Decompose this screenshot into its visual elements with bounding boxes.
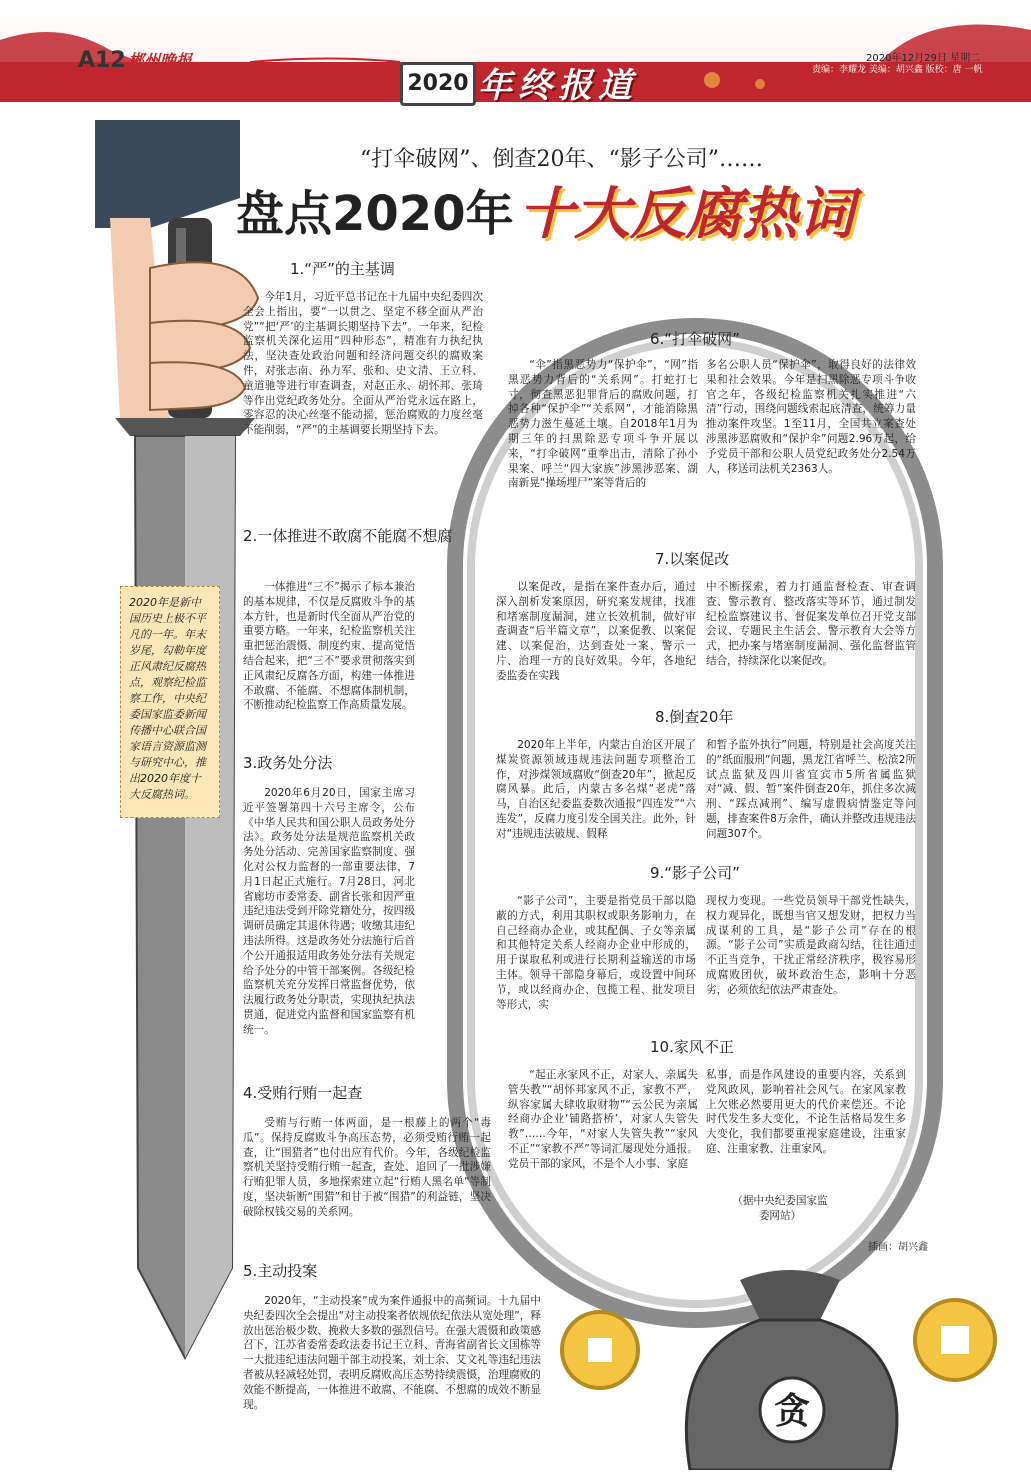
- section-7-body-right: 中不断探索，着力打通监督检查、审查调查、警示教育、整改落实等环节，通过制发纪检监察建议书、督促案发单位召开党支部会议、专题民主生活会、警示教育大会等方式，把办案与堵塞制度漏洞、强化监督监管结合，持续深化以案促改。: [706, 581, 916, 667]
- section-10-source: （据中央纪委国家监委网站）: [732, 1195, 828, 1222]
- section-title: 年终报道: [478, 66, 638, 106]
- section-9-heading: 9.“影子公司”: [650, 864, 740, 882]
- sword-guard: [115, 418, 255, 436]
- section-1-heading: 1.“严”的主基调: [290, 260, 395, 278]
- page-number: A12: [78, 48, 126, 73]
- illustration-credit: 插画：胡兴鑫: [868, 1242, 928, 1253]
- section-3-body: 2020年6月20日，国家主席习近平签署第四十六号主席令，公布《中华人民共和国公职人员政务处分法》。政务处分法是规范监察机关政务处分活动、完善国家监察制度、强化对公权力监督的一部重要法律，7月1日起正式施行。7月28日，河北省廊坊市委常委、副省长张和因严重违纪违法受到开除党籍处分，按四级调研员确定其退休待遇；收缴其违纪违法所得。这是政务处分法施行后首个公开通报适用政务处分法有关规定给予处分的中管干部案例。各级纪检监察机关充分发挥日常监督优势，依法履行政务处分职责，实现执纪执法贯通，促进党内监督和国家监察有机统一。: [243, 787, 415, 1036]
- page-header: [0, 0, 1031, 104]
- section-3-heading: 3.政务处分法: [243, 754, 333, 772]
- section-6-heading: 6.“打伞破网”: [650, 330, 740, 348]
- section-10-body-left: “起正永家风不正，对家人、亲属失管失教”“胡怀邦家风不正，家教不严，纵容家属大肆收取财物”“云公民为亲属经商办企业‘铺路搭桥’，对家人失管失教”……今年，“对家人失管失教”“家风不正”“家教不严”等词汇屡现处分通报。党员干部的家风，不是个人小事、家庭: [508, 1069, 698, 1170]
- section-2-heading: 2.一体推进不敢腐不能腐不想腐: [243, 527, 453, 545]
- article-title-part2: 十大反腐热词: [518, 181, 854, 247]
- money-bag-illustration: [560, 1260, 1000, 1470]
- section-9-body-left: “影子公司”，主要是指党员干部以隐蔽的方式，利用其职权或职务影响力，在自己经商办企业，或其配偶、子女等亲属和其他特定关系人经商办企业中形成的，用于谋取私利或进行长期利益输送的市场主体。领导干部隐身幕后，或设置中间环节，或以经商办企、包揽工程、批发项目等形式，实: [496, 895, 696, 1011]
- section-5-heading: 5.主动投案: [243, 1262, 318, 1280]
- sleeve-shape: [95, 120, 240, 228]
- section-8-body-left: 2020年上半年，内蒙古自治区开展了煤炭资源领域违规违法问题专项整治工作，对涉煤领域腐败“倒查20年”，掀起反腐风暴。此后，内蒙古多名煤“老虎”落马，自治区纪委监委数次通报“四连发”“六连发”，反腐力度引发全国关注。此外，针对“违规违法破规、假释: [496, 739, 696, 840]
- section-6-body-left: “伞”指黑恶势力“保护伞”，“网”指黑恶势力背后的“关系网”。打蛇打七寸，彻查黑恶犯罪背后的腐败问题，打掉各种“保护伞”“关系网”，才能消除黑恶势力滋生蔓延土壤。自2018年1月为期三年的扫黑除恶专项斗争开展以来，“打伞破网”重拳出击，清除了孙小果案、呼兰“四大家族”涉黑涉恶案、湖南新晃“操场埋尸”案等背后的: [508, 359, 698, 490]
- section-10-body-right: 私事，而是作风建设的重要内容，关系到党风政风，影响着社会风气。在家风家教上欠账必然要用更大的代价来偿还。不论时代发生多大变化，不论生活格局发生多大变化，我们都要重视家庭建设，注重家庭、注重家教、注重家风。: [706, 1069, 906, 1155]
- section-7-body-left: 以案促改，是指在案件查办后，通过深入剖析发案原因，研究案发规律，找准和堵塞制度漏洞，建立长效机制，做好审查调查“后半篇文章”，以案促教、以案促建、以案促治，达到查处一案、警示一片、治理一方的良好效果。今年，各地纪委监委在实践: [496, 581, 696, 682]
- issue-date: 2020年12月29日 星期二: [866, 53, 981, 64]
- section-5-body: 2020年，“主动投案”成为案件通报中的高频词。十九届中央纪委四次全会提出“对主动投案者依规依纪依法从宽处理”，释放出惩治极少数、挽救大多数的强烈信号。在强大震慑和政策感召下，江苏省委常委政法委书记王立科、青海省副省长文国栋等一大批违纪违法问题干部主动投案，刘士余、艾文礼等违纪违法者被从轻减轻处罚，表明反腐败高压态势持续震慑，治理腐败的效能不断提高，一体推进不敢腐、不能腐、不想腐的成效不断显现。: [243, 1295, 541, 1411]
- editor-credits: 责编：李耀龙 美编：胡兴鑫 版校：唐 一帆: [812, 65, 983, 75]
- masthead: 郴州晚报: [128, 51, 193, 70]
- section-9-body-right: 现权力变现。一些党员领导干部党性缺失，权力观异化，既想当官又想发财，把权力当成谋利的工具，是“影子公司”存在的根源。“影子公司”实质是政商勾结，往往通过不正当竞争，干扰正常经济秩序，极容易形成腐败团伙，破坏政治生态，影响十分恶劣，必须依纪依法严肃查处。: [706, 895, 916, 996]
- article-subtitle: “打伞破网”、倒查20年、“影子公司”……: [360, 147, 763, 172]
- section-8-body-right: 和暂予监外执行”问题，特别是社会高度关注的“纸面服刑”问题，黑龙江省呼兰、松滨2所试点监狱及四川省宜宾市5所省属监狱对“减、假、暂”案件倒查20年，抓住多次减刑、“踩点减刑”、编写虚假病情鉴定等问题，排查案件8万余件，确认并整改违规违法问题307个。: [706, 739, 916, 840]
- section-7-heading: 7.以案促改: [655, 550, 730, 568]
- bag-glyph: 贪: [773, 1391, 811, 1432]
- section-1-body: 今年1月，习近平总书记在十九届中央纪委四次全会上指出，要“一以贯之、坚定不移全面从严治党”“把‘严’的主基调长期坚持下去”。一年来，纪检监察机关深化运用“四种形态”，精准有力执纪执法，坚决查处政治问题和经济问题交织的腐败案件，对张志南、孙力军、张和、史文清、王立科、童道驰等进行审查调查，对赵正永、胡怀邦、张琦等作出党纪政务处分。全面从严治党永远在路上，零容忍的决心丝毫不能动摇，惩治腐败的力度丝毫不能削弱，“严”的主基调要长期坚持下去。: [243, 291, 483, 437]
- section-8-heading: 8.倒查20年: [655, 708, 734, 726]
- section-10-heading: 10.家风不正: [650, 1038, 734, 1056]
- intro-box: 2020年是新中国历史上极不平凡的一年。年末岁尾，勾勒年度正风肃纪反腐热点，观察纪检监察工作，中央纪委国家监委新闻传播中心联合国家语言资源监测与研究中心，推出2020年度十大反腐热词。: [120, 586, 220, 818]
- article-title-part1: 盘点2020年: [236, 186, 514, 242]
- section-2-body: 一体推进“三不”揭示了标本兼治的基本规律，不仅是反腐败斗争的基本方针，也是新时代全面从严治党的重要方略。一年来，纪检监察机关注重把惩治震慑、制度约束、提高觉悟结合起来，把“三不”要求贯彻落实到正风肃纪反腐各方面，构建一体推进不敢腐、不能腐、不想腐体制机制，不断推动纪检监察工作高质量发展。: [243, 581, 415, 712]
- section-4-body: 受贿与行贿一体两面，是一根藤上的两个“毒瓜”。保持反腐败斗争高压态势，必须受贿行贿一起查，让“围猎者”也付出应有代价。今年，各级纪检监察机关坚持受贿行贿一起查，查处、追回了一批涉嫌行贿犯罪人员，多地探索建立起“行贿人黑名单”等制度，坚决斩断“围猎”和甘于被“围猎”的利益链，坚决破除权钱交易的关系网。: [243, 1117, 491, 1218]
- year-badge: 2020: [400, 62, 476, 106]
- section-6-body-right: 多名公职人员“保护伞”，取得良好的法律效果和社会效果。今年是扫黑除恶专项斗争收官之年，各级纪检监察机关扎实推进“六清”行动，围绕问题线索起底清查，统筹力量推动案件攻坚。1至11月，全国共立案查处涉黑涉恶腐败和“保护伞”问题2.96万起，给予党员干部和公职人员党纪政务处分2.54万人，移送司法机关2363人。: [706, 359, 916, 475]
- section-4-heading: 4.受贿行贿一起查: [243, 1084, 363, 1102]
